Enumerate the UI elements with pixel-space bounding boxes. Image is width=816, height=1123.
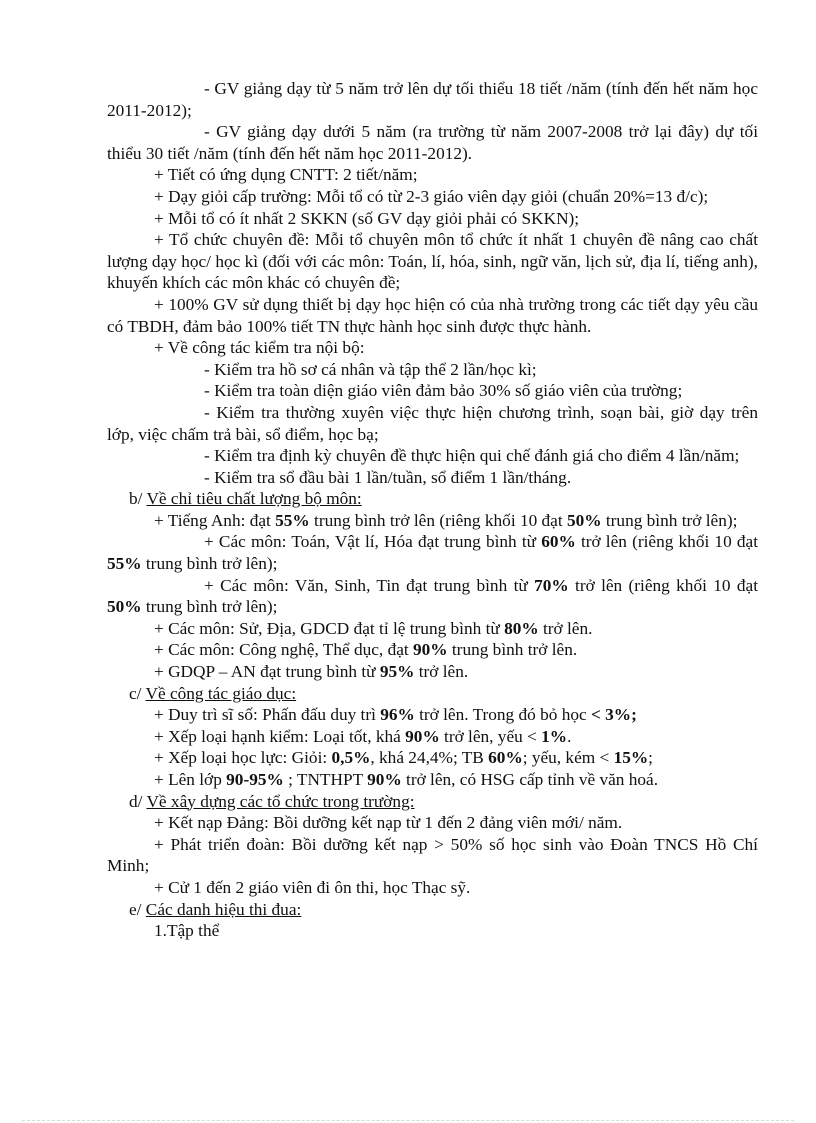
section-b-heading xyxy=(107,488,758,510)
text-run: Về xây dựng các tổ chức trong trường: xyxy=(146,791,415,811)
target-literature xyxy=(107,575,758,618)
text-run: ; TNTHPT xyxy=(283,770,368,789)
paragraph: + Về công tác kiểm tra nội bộ: xyxy=(154,338,365,358)
list-item: + Kết nạp Đảng: Bồi dưỡng kết nạp từ 1 đến 2 đảng viên mới/ năm. xyxy=(154,813,623,833)
text-run: 60% xyxy=(541,532,576,552)
text-run: 90% xyxy=(405,726,440,746)
target-promotion xyxy=(107,769,758,791)
target-enrollment xyxy=(107,704,758,726)
target-conduct xyxy=(107,726,758,748)
paragraph: - Kiểm tra thường xuyên việc thực hiện chương trình, soạn bài, giờ dạy trên lớp, việc chấm trả bài, sổ điểm, học bạ; xyxy=(107,402,758,444)
text-run: trung bình trở lên); xyxy=(601,510,738,530)
text-run: ; xyxy=(648,748,653,768)
section-d-heading xyxy=(107,791,758,813)
text-run: 90-95% xyxy=(226,770,284,789)
list-item: 1.Tập thể xyxy=(154,921,220,941)
text-run: trở lên. xyxy=(414,662,469,682)
text-run: . xyxy=(567,726,572,746)
text-run: trở lên (riêng khối 10 đạt xyxy=(568,575,758,595)
text-run: + Tiếng Anh: đạt xyxy=(154,510,276,530)
text-run: trở lên, yếu < xyxy=(439,726,542,746)
paragraph: - Kiểm tra sổ đầu bài 1 lần/tuần, sổ điểm 1 lần/tháng. xyxy=(204,467,572,487)
text-run: 50% xyxy=(566,510,602,530)
list-item: + Cử 1 đến 2 giáo viên đi ôn thi, học Thạc sỹ. xyxy=(154,877,471,897)
paragraph: + Tổ chức chuyên đề: Mỗi tổ chuyên môn tổ chức ít nhất 1 chuyên đề nâng cao chất lượng dạy học/ học kì (đối với các môn: Toán, lí, hóa, sinh, ngữ văn, lịch sử, địa lí, tiếng anh), khuyến khích các môn khác có chuyên đề; xyxy=(107,230,758,293)
text-run: trở lên. xyxy=(538,618,593,638)
text-run: 55% xyxy=(275,510,310,530)
text-run: c/ xyxy=(129,683,146,703)
paragraph: - GV giảng dạy dưới 5 năm (ra trường từ năm 2007-2008 trở lại đây) dự tối thiểu 30 tiết /năm (tính đến hết năm học 2011-2012). xyxy=(107,122,758,163)
paragraph: + Tiết có ứng dụng CNTT: 2 tiết/năm; xyxy=(154,165,418,185)
target-gdqp xyxy=(107,661,758,683)
text-run: + GDQP – AN đạt trung bình từ xyxy=(154,662,380,682)
text-run: trở lên, có HSG cấp tỉnh về văn hoá. xyxy=(401,770,659,789)
list-item: + Phát triển đoàn: Bồi dưỡng kết nạp > 50% số học sinh vào Đoàn TNCS Hồ Chí Minh; xyxy=(107,834,758,876)
section-e-heading xyxy=(107,899,758,921)
text-run: 1% xyxy=(541,726,568,746)
text-run: + Các môn: Toán, Vật lí, Hóa đạt trung bình từ xyxy=(204,532,542,552)
text-run: 0,5% xyxy=(331,748,371,768)
text-run: ; yếu, kém < xyxy=(522,748,614,768)
text-run: , khá 24,4%; TB xyxy=(370,748,489,768)
target-math xyxy=(107,531,758,574)
paragraph: - GV giảng dạy từ 5 năm trở lên dự tối thiểu 18 tiết /năm (tính đến hết năm học 2011-2012); xyxy=(107,79,758,120)
text-run: Về chỉ tiêu chất lượng bộ môn: xyxy=(146,489,362,509)
text-run: + Các môn: Sử, Địa, GDCD đạt tỉ lệ trung bình từ xyxy=(154,618,505,638)
paragraph: + Dạy giỏi cấp trường: Mỗi tổ có từ 2-3 giáo viên dạy giỏi (chuẩn 20%=13 đ/c); xyxy=(154,186,709,206)
paragraph: + Mỗi tổ có ít nhất 2 SKKN (số GV dạy giỏi phải có SKKN); xyxy=(154,208,580,228)
text-run: + Xếp loại học lực: Giỏi: xyxy=(154,748,332,768)
paragraph: - Kiểm tra toàn diện giáo viên đảm bảo 30% số giáo viên của trường; xyxy=(204,381,683,401)
target-english xyxy=(107,510,758,532)
text-run: trung bình trở lên); xyxy=(141,554,278,574)
text-run: b/ xyxy=(129,489,147,509)
text-run: 96% xyxy=(380,705,415,725)
text-run: 70% xyxy=(534,575,569,595)
text-run: 55% xyxy=(107,554,142,574)
text-run: 90% xyxy=(413,640,448,660)
text-run: + Xếp loại hạnh kiểm: Loại tốt, khá xyxy=(154,726,406,746)
target-academic xyxy=(107,747,758,769)
text-run: d/ xyxy=(129,791,147,811)
paragraph: - Kiểm tra hồ sơ cá nhân và tập thể 2 lần/học kì; xyxy=(204,359,537,379)
text-run: e/ xyxy=(129,899,146,919)
paragraph: - Kiểm tra định kỳ chuyên đề thực hiện qui chế đánh giá cho điểm 4 lần/năm; xyxy=(204,446,740,466)
text-run: 90% xyxy=(367,770,402,789)
paragraph: + 100% GV sử dụng thiết bị dạy học hiện có của nhà trường trong các tiết dạy yêu cầu có TBDH, đảm bảo 100% tiết TN thực hành học sinh được thực hành. xyxy=(107,294,758,336)
page-bottom-divider xyxy=(22,1120,794,1121)
document-body xyxy=(107,78,758,942)
text-run: 95% xyxy=(379,662,415,682)
text-run: 60% xyxy=(488,748,523,768)
text-run: 15% xyxy=(613,748,649,768)
text-run: Các danh hiệu thi đua: xyxy=(145,899,302,919)
text-run: trung bình trở lên); xyxy=(141,597,278,617)
text-run: < 3%; xyxy=(591,705,637,725)
text-run: Về công tác giáo dục: xyxy=(145,683,297,703)
text-run: + Các môn: Công nghệ, Thể dục, đạt xyxy=(154,640,413,660)
target-history xyxy=(107,618,758,640)
text-run: + Các môn: Văn, Sinh, Tin đạt trung bình từ xyxy=(204,575,535,595)
text-run: trở lên. Trong đó bỏ học xyxy=(414,705,591,725)
text-run: trung bình trở lên (riêng khối 10 đạt xyxy=(309,510,567,530)
target-technology xyxy=(107,639,758,661)
text-run: 80% xyxy=(504,618,539,638)
text-run: 50% xyxy=(107,597,142,617)
text-run: trở lên (riêng khối 10 đạt xyxy=(575,532,758,552)
text-run: trung bình trở lên. xyxy=(447,640,578,660)
section-c-heading xyxy=(107,683,758,705)
text-run: + Duy trì sĩ số: Phấn đấu duy trì xyxy=(154,705,381,725)
text-run: + Lên lớp xyxy=(154,770,227,789)
